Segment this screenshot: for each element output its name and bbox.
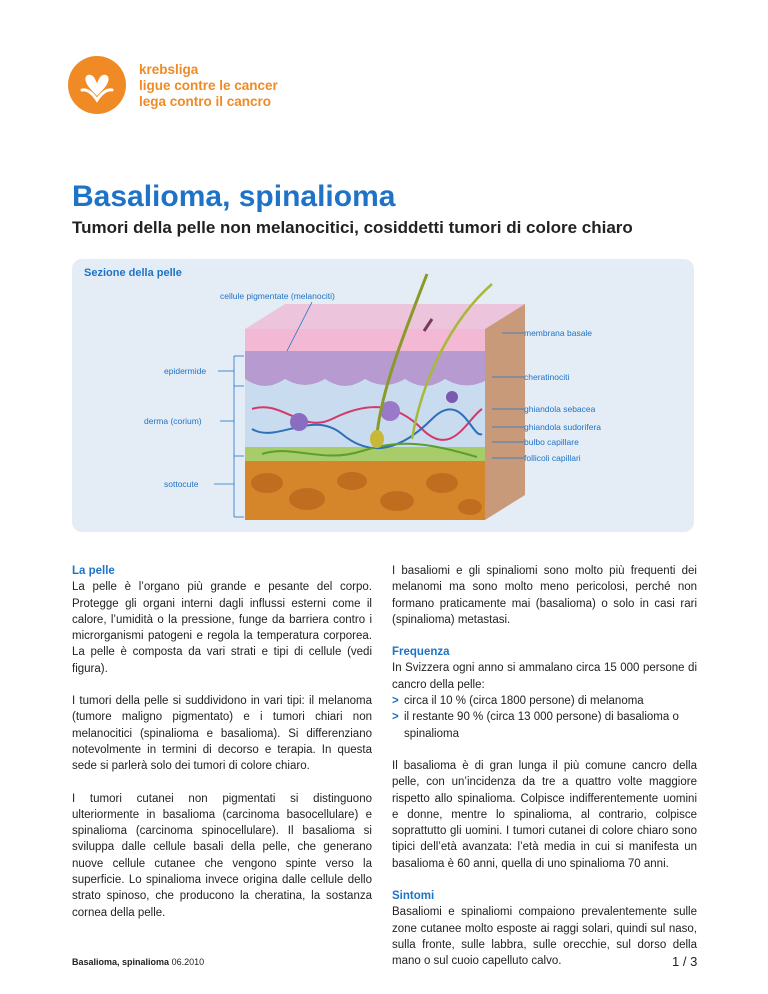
page-subtitle: Tumori della pelle non melanocitici, cosiddetti tumori di colore chiaro [72,218,633,237]
label-subcutis: sottocute [164,479,199,489]
org-name-de: krebsliga [139,62,199,77]
krebsliga-logo [68,56,126,114]
paragraph: I basaliomi e gli spinaliomi sono molto più frequenti dei melanomi ma sono molto meno pericolosi, perché non formano praticamente mai (basalioma) o solo in casi rari (spinalioma) metastasi. [392,565,697,626]
footer-doc-info [72,957,204,967]
figure-title: Sezione della pelle [84,267,182,279]
page-number: 1 / 3 [672,954,698,969]
paragraph: Il basalioma è di gran lunga il più comune cancro della pelle, con un’incidenza da tre a quattro volte maggiore rispetto allo spinalioma. Colpisce indifferentemente uomini e donne, mentre lo spinalioma, al contrario, colpisce soprattutto gli uomini. I tumori cutanei di colore chiaro sono tipici dell’età avanzata: l’età media in cui si manifesta un basalioma è 60 anni, quella di uno spinalioma 70 anni. [392,759,697,870]
label-sweat-gland: ghiandola sudorifera [524,422,602,432]
label-sebaceous-gland: ghiandola sebacea [524,404,596,414]
paragraph: I tumori cutanei non pigmentati si distinguono ulteriormente in basalioma (carcinoma basocellulare) e spinalioma (carcinoma spinocellulare). Il basalioma si sviluppa dalle cellule basali della pelle, che generano nuove cellule cutanee che vengono spinte verso la superficie. Lo spinalioma invece origina dalle cellule dello strato spinoso, che producono la cheratina, la sostanza cornea della pelle. [72,792,372,919]
label-epidermis: epidermide [164,366,207,376]
skin-section-figure [72,259,694,532]
stratum-corneum-layer [245,329,485,351]
bullet-arrow: > [392,711,399,724]
dermis-layer [245,379,485,447]
hair-bulb-shape [370,430,384,448]
heading-sintomi: Sintomi [392,890,435,903]
left-column [72,563,372,937]
paragraph: Basaliomi e spinaliomi compaiono prevalentemente sulle zone cutanee molto esposte ai raggi solari, quindi sul naso, sulla fronte, sulle labbra, sulle orecchie, sul dorso della mano o sul cuoio capelluto calvo. [392,906,697,968]
skin-top-surface [245,304,525,329]
list-item: > il restante 90 % (circa 13 000 persone) di basalioma o spinalioma [392,711,679,740]
heading-la-pelle: La pelle [72,565,115,577]
frequency-list [392,693,697,742]
skin-right-face [485,304,525,520]
label-dermis: derma (corium) [144,416,202,426]
label-melanocytes: cellule pigmentate (melanociti) [220,291,335,301]
organization-name [139,62,278,110]
skin-cross-section-illustration [72,259,694,532]
label-keratinocytes: cheratinociti [524,372,570,382]
page-title: Basalioma, spinalioma [72,180,396,213]
paragraph: In Svizzera ogni anno si ammalano circa 15 000 persone di cancro della pelle: [392,662,697,691]
paragraph: La pelle è l’organo più grande e pesante del corpo. Protegge gli organi interni dagli influssi esterni come il calore, l’umidità o la pressione, funge da barriera contro i microrganismi patogeni e regola la temperatura corporea. La pelle è composta da vari strati e tipi di cellule (vedi figura). [72,581,372,675]
bullet-arrow: > [392,695,399,708]
paragraph: I tumori della pelle si suddividono in vari tipi: il melanoma (tumore maligno pigmentato) e i tumori chiari non melanocitici (spinalioma e basalioma). Si differenziano notevolmente in termini di decorso e terapia. In questa sede si parlerà solo dei tumori di colore chiaro. [72,695,372,773]
list-item: > circa il 10 % (circa 1800 persone) di melanoma [392,693,697,709]
right-column [392,563,697,986]
org-name-fr: ligue contre le cancer [139,78,278,93]
label-hair-bulb: bulbo capillare [524,437,579,447]
footer-title: Basalioma, spinalioma [72,957,170,967]
org-name-it: lega contro il cancro [139,94,272,109]
label-basal-membrane: membrana basale [524,328,593,338]
sweat-gland-shape [290,413,308,431]
footer-date: 06.2010 [171,957,205,967]
label-hair-follicles: follicoli capillari [524,453,581,463]
heading-frequenza: Frequenza [392,646,450,659]
